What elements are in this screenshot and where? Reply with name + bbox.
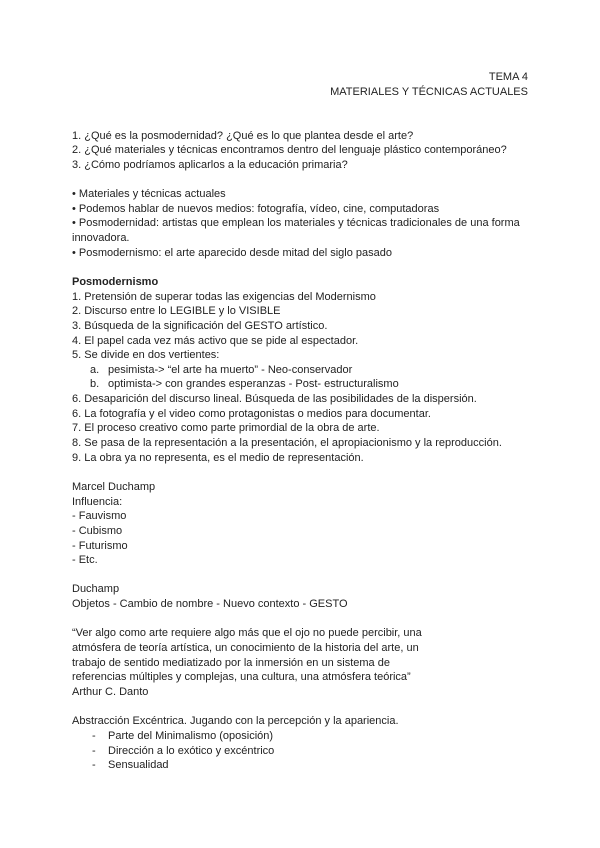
dash-item [72, 744, 528, 759]
dash-item [72, 729, 528, 744]
question-item: 2. ¿Qué materiales y técnicas encontramos dentro del lenguaje plástico contemporáneo? [72, 144, 507, 157]
quote-line: referencias múltiples y complejas, una cultura, una atmósfera teórica” [72, 671, 411, 684]
list-marker: a. [90, 363, 100, 376]
artist-name: Duchamp [72, 583, 120, 596]
numbered-item: 5. Se divide en dos vertientes: [72, 349, 220, 362]
sub-item [72, 363, 528, 378]
quote-line: “Ver algo como arte requiere algo más que el ojo no puede percibir, una [72, 627, 422, 640]
blank-line [72, 700, 528, 715]
numbered-item: 4. El papel cada vez más activo que se pide al espectador. [72, 334, 359, 347]
list-item-text: Dirección a lo exótico y excéntrico [108, 744, 275, 757]
bullet-item: • Posmodernidad: artistas que emplean los materiales y técnicas tradicionales de una forma innovadora. [72, 217, 520, 245]
list-marker: - [92, 729, 96, 742]
blank-line [72, 568, 528, 583]
influence-item: - Futurismo [72, 539, 128, 552]
numbered-item: 8. Se pasa de la representación a la presentación, el apropiacionismo y la reproducción. [72, 437, 502, 450]
bullet-item: • Podemos hablar de nuevos medios: fotografía, vídeo, cine, computadoras [72, 202, 440, 215]
sub-item [72, 377, 528, 392]
numbered-item: 6. La fotografía y el video como protagonistas o medios para documentar. [72, 407, 431, 420]
blank-line [72, 612, 528, 627]
blank-line [72, 114, 528, 129]
blank-line [72, 99, 528, 114]
numbered-item: 2. Discurso entre lo LEGIBLE y lo VISIBLE [72, 305, 281, 318]
quote-line: trabajo de sentido mediatizado por la inmersión en un sistema de [72, 656, 390, 669]
gesture-text: Objetos - Cambio de nombre - Nuevo contexto - GESTO [72, 598, 348, 611]
section-heading: Posmodernismo [72, 276, 159, 288]
list-marker: b. [90, 378, 100, 391]
dash-item [72, 758, 528, 773]
bullet-item: • Posmodernismo: el arte aparecido desde mitad del siglo pasado [72, 246, 392, 259]
influence-item: - Etc. [72, 554, 98, 567]
document-page [72, 70, 528, 773]
list-item-text: pesimista-> “el arte ha muerto” - Neo-conservador [108, 363, 353, 376]
quote-line: atmósfera de teoría artística, un conocimiento de la historia del arte, un [72, 642, 419, 655]
artist-name: Marcel Duchamp [72, 480, 156, 493]
list-marker: - [92, 744, 96, 757]
list-item-text: Parte del Minimalismo (oposición) [108, 729, 274, 742]
numbered-item: 7. El proceso creativo como parte primordial de la obra de arte. [72, 422, 380, 435]
document-title: MATERIALES Y TÉCNICAS ACTUALES [330, 85, 528, 98]
numbered-item: 6. Desaparición del discurso lineal. Búsqueda de las posibilidades de la dispersión. [72, 393, 477, 406]
influence-item: - Cubismo [72, 524, 123, 537]
bullet-item: • Materiales y técnicas actuales [72, 188, 226, 201]
numbered-item: 9. La obra ya no representa, es el medio de representación. [72, 451, 364, 464]
blank-line [72, 465, 528, 480]
question-item: 3. ¿Cómo podríamos aplicarlos a la educación primaria? [72, 158, 348, 171]
quote-author: Arthur C. Danto [72, 685, 149, 698]
question-item: 1. ¿Qué es la posmodernidad? ¿Qué es lo que plantea desde el arte? [72, 129, 414, 142]
numbered-item: 1. Pretensión de superar todas las exigencias del Modernismo [72, 290, 376, 303]
blank-line [72, 172, 528, 187]
numbered-item: 3. Búsqueda de la significación del GESTO artístico. [72, 319, 328, 332]
list-marker: - [92, 759, 96, 772]
blank-line [72, 260, 528, 275]
influence-item: - Fauvismo [72, 510, 127, 523]
list-item-text: optimista-> con grandes esperanzas - Post- estructuralismo [108, 378, 399, 391]
section-heading: Abstracción Excéntrica. Jugando con la percepción y la apariencia. [72, 715, 399, 728]
list-item-text: Sensualidad [108, 759, 169, 772]
influence-label: Influencia: [72, 495, 123, 508]
topic-label: TEMA 4 [488, 71, 528, 83]
